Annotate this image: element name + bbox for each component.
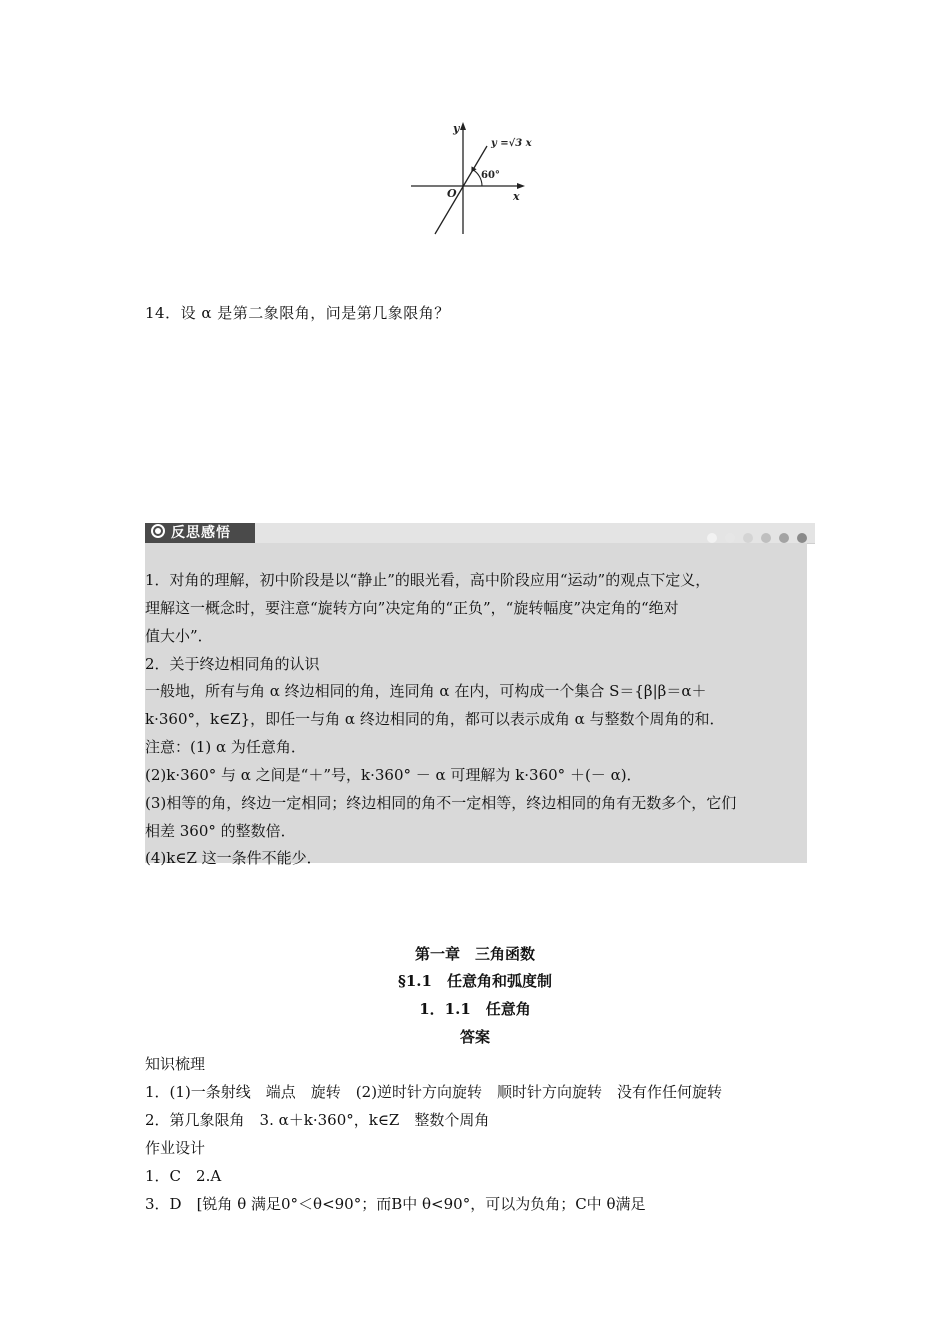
answer-line: 2．第几象限角 3. α＋k·360°，k∈Z 整数个周角 xyxy=(145,1111,490,1129)
reflection-line: (2)k·360° 与 α 之间是“＋”号，k·360° － α 可理解为 k·360° ＋(－ α)． xyxy=(145,766,642,784)
dot-icon xyxy=(725,533,735,543)
chapter-title: 第一章 三角函数 xyxy=(414,945,535,963)
reflection-line: (4)k∈Z 这一条件不能少． xyxy=(145,849,322,867)
reflection-line: k·360°，k∈Z}，即任一与角 α 终边相同的角，都可以表示成角 α 与整数个周角的和． xyxy=(145,710,725,728)
coordinate-figure xyxy=(405,118,545,238)
reflection-line: 理解这一概念时，要注意“旋转方向”决定角的“正负”，“旋转幅度”决定角的“绝对 xyxy=(145,599,679,617)
dot-icon xyxy=(761,533,771,543)
y-axis-label: y xyxy=(453,122,460,135)
reflection-line: 注意：(1) α 为任意角． xyxy=(145,738,306,756)
answer-line: 3．D [锐角 θ 满足0°＜θ<90°；而B中 θ<90°，可以为负角；C中 θ满足 xyxy=(145,1195,646,1213)
reflection-title: 反思感悟 xyxy=(171,525,231,541)
subsection-title: 1．1.1 任意角 xyxy=(419,1000,531,1018)
reflection-line: 一般地，所有与角 α 终边相同的角，连同角 α 在内，可构成一个集合 S＝{β|β＝α＋ xyxy=(145,682,707,700)
answer-line: 知识梳理 xyxy=(145,1055,206,1073)
reflection-header xyxy=(145,523,815,544)
answer-line: 1．C 2.A xyxy=(145,1167,222,1185)
answer-line: 作业设计 xyxy=(145,1139,206,1157)
reflection-line: 2．关于终边相同角的认识 xyxy=(145,655,320,673)
x-axis-label: x xyxy=(513,190,520,203)
reflection-line: 1．对角的理解，初中阶段是以“静止”的眼光看，高中阶段应用“运动”的观点下定义， xyxy=(145,571,711,589)
answer-line: 1．(1)一条射线 端点 旋转 (2)逆时针方向旋转 顺时针方向旋转 没有作任何旋转 xyxy=(145,1083,723,1101)
target-icon xyxy=(151,524,165,538)
answers-heading: 答案 xyxy=(459,1028,490,1046)
reflection-line: 值大小”． xyxy=(145,627,213,645)
reflection-line: 相差 360° 的整数倍． xyxy=(145,822,296,840)
dot-icon xyxy=(743,533,753,543)
origin-label: O xyxy=(447,187,457,200)
reflection-line: (3)相等的角，终边一定相同；终边相同的角不一定相等，终边相同的角有无数多个，它们 xyxy=(145,794,737,812)
dot-icon xyxy=(779,533,789,543)
line-equation-label: y =√3 x xyxy=(491,138,532,149)
reflection-body xyxy=(145,543,807,867)
angle-label: 60° xyxy=(481,170,500,181)
reflection-tab xyxy=(145,523,255,543)
section-title: §1.1 任意角和弧度制 xyxy=(398,972,552,990)
dot-icon xyxy=(707,533,717,543)
dot-icon xyxy=(797,533,807,543)
question-14: 14．设 α 是第二象限角，问是第几象限角？ xyxy=(145,304,450,322)
